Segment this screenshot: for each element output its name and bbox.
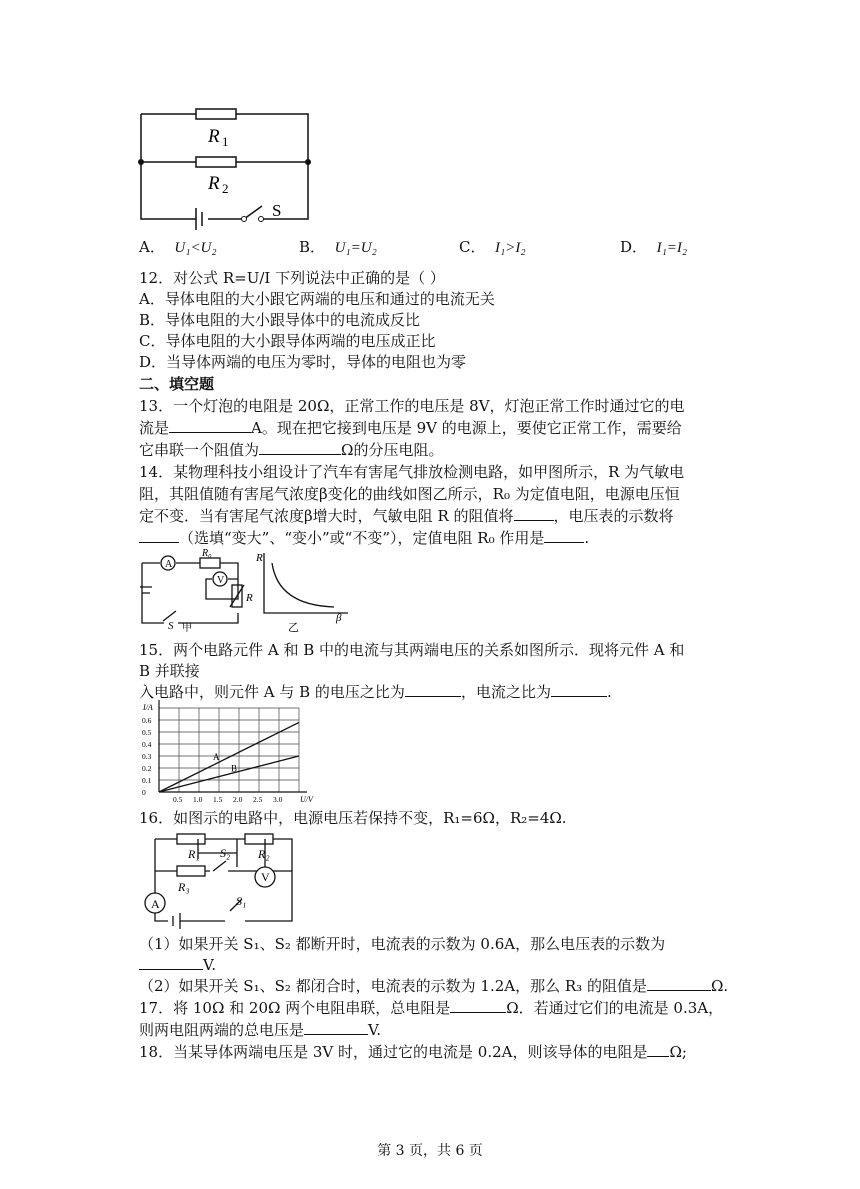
q12-stem: 12．对公式 R=U/I 下列说法中正确的是（ ） xyxy=(139,269,445,287)
x-tick-label: 2.5 xyxy=(253,795,263,804)
series-line-a xyxy=(159,722,299,792)
r-label: R xyxy=(246,592,253,604)
q14-blank2[interactable] xyxy=(139,528,179,543)
q17-line1: 17．将 10Ω 和 20Ω 两个电阻串联，总电阻是 Ω．若通过它们的电流是 0.3A， xyxy=(139,999,724,1017)
y-tick-label: 0.5 xyxy=(142,728,152,737)
x-axis-label: U/V xyxy=(300,795,313,804)
q16-stem: 16．如图示的电路中，电源电压若保持不变，R₁=6Ω，R₂=4Ω. xyxy=(139,809,567,827)
q15-line2: B 并联接 xyxy=(139,662,200,680)
q13-line1: 13．一个灯泡的电阻是 20Ω，正常工作的电压是 8V，灯泡正常工作时通过它的电 xyxy=(139,397,685,415)
q12-option-c: C．导体电阻的大小跟导体两端的电压成正比 xyxy=(139,332,436,350)
x-tick-label: 1.0 xyxy=(193,795,203,804)
y-tick-label: 0.2 xyxy=(142,764,152,773)
r2-subscript: 2 xyxy=(222,181,229,196)
voltmeter-symbol: V xyxy=(261,870,270,884)
q16-blank1[interactable] xyxy=(139,955,203,970)
r1-label: R xyxy=(208,126,220,147)
q11-option-b: B． U₁=U₂ xyxy=(299,238,377,256)
q15-line1: 15．两个电路元件 A 和 B 中的电流与其两端电压的关系如图所示．现将元件 A 和 xyxy=(139,641,685,659)
ammeter-symbol: A xyxy=(151,897,160,911)
x-tick-label: 1.5 xyxy=(213,795,223,804)
series-label-a: A xyxy=(213,752,220,763)
q14-figure xyxy=(138,549,350,633)
x-tick-label: 2.0 xyxy=(233,795,243,804)
r3-label: R₃ xyxy=(178,880,190,894)
x-axis-label: β xyxy=(336,612,342,624)
y-tick-label: 0.3 xyxy=(142,752,152,761)
q13-blank1[interactable] xyxy=(169,418,251,433)
q16-part1: （1）如果开关 S₁、S₂ 都断开时，电流表的示数为 0.6A，那么电压表的示数为 xyxy=(139,935,666,953)
r0-label: R₀ xyxy=(202,548,212,559)
voltmeter-symbol: V xyxy=(217,575,225,586)
q14-line4: （选填“变大”、“变小”或“不变”），定值电阻 R₀ 作用是 . xyxy=(139,528,589,548)
q11-option-a: A． U₁<U₂ xyxy=(139,238,217,256)
q17-blank1[interactable] xyxy=(450,998,506,1013)
q13-blank2[interactable] xyxy=(259,440,341,455)
q17-blank2[interactable] xyxy=(304,1020,368,1035)
q15-blank2[interactable] xyxy=(551,682,607,697)
q12-option-a: A．导体电阻的大小跟它两端的电压和通过的电流无关 xyxy=(139,290,495,308)
q16-part1-answer: V. xyxy=(139,955,216,975)
q12-option-b: B．导体电阻的大小跟导体中的电流成反比 xyxy=(139,311,421,329)
q12-option-d: D．当导体两端的电压为零时，导体的电阻也为零 xyxy=(139,353,467,371)
q11-option-c: C． I₁>I₂ xyxy=(459,238,526,256)
q14-line2: 阻，其阻值随有害尾气浓度β变化的曲线如图乙所示，R₀ 为定值电阻，电源电压恒 xyxy=(139,485,680,503)
q13-line2: 流是 A。现在把它接到电压是 9V 的电源上，要使它正常工作，需要给 xyxy=(139,419,682,437)
q15-blank1[interactable] xyxy=(405,682,461,697)
switch-label: S xyxy=(272,201,282,220)
y-tick-label: 0.6 xyxy=(142,716,152,725)
figure-jia-label: 甲 xyxy=(182,623,192,634)
r1-subscript: 1 xyxy=(222,134,229,149)
s1-label: S₁ xyxy=(236,894,247,908)
section-heading: 二、填空题 xyxy=(139,375,215,393)
r2-label: R xyxy=(208,173,220,194)
y-tick-label: 0.4 xyxy=(142,740,152,749)
q13-line3: 它串联一个阻值为 Ω的分压电阻。 xyxy=(139,441,444,459)
q18-blank[interactable] xyxy=(647,1042,669,1057)
ammeter-symbol: A xyxy=(165,559,173,570)
q15-line3: 入电路中，则元件 A 与 B 的电压之比为 ，电流之比为 . xyxy=(139,683,612,701)
s2-label: S₂ xyxy=(220,846,231,860)
q16-blank2[interactable] xyxy=(647,976,711,991)
q18-line: 18．当某导体两端电压是 3V 时，通过它的电流是 0.2A，则该导体的电阻是 Ω; xyxy=(139,1043,687,1061)
page-footer: 第 3 页，共 6 页 xyxy=(377,1143,483,1159)
x-tick-label: 0.5 xyxy=(173,795,183,804)
iu-chart xyxy=(139,702,313,806)
r2-label: R₂ xyxy=(258,847,270,861)
q16-circuit-diagram xyxy=(140,831,300,931)
r1-label: R₁ xyxy=(188,847,200,861)
figure-yi-label: 乙 xyxy=(288,622,299,634)
y-tick-label: 0 xyxy=(142,788,146,797)
q14-blank3[interactable] xyxy=(544,528,584,543)
y-tick-label: 0.1 xyxy=(142,776,152,785)
q17-line2: 则两电阻两端的总电压是 V. xyxy=(139,1021,381,1039)
q16-part2: （2）如果开关 S₁、S₂ 都闭合时，电流表的示数为 1.2A，那么 R₃ 的阻值是 Ω. xyxy=(139,977,729,995)
q11-circuit-diagram xyxy=(136,104,316,230)
q14-line3: 定不变．当有害尾气浓度β增大时，气敏电阻 R 的阻值将 ，电压表的示数将 xyxy=(139,507,674,525)
x-tick-label: 3.0 xyxy=(273,795,283,804)
series-label-b: B xyxy=(231,763,238,774)
series-line-b xyxy=(159,756,299,792)
q14-line1: 14．某物理科技小组设计了汽车有害尾气排放检测电路，如甲图所示，R 为气敏电 xyxy=(139,463,685,481)
q14-blank1[interactable] xyxy=(514,506,554,521)
switch-label: S xyxy=(168,620,174,632)
y-axis-label: I/A xyxy=(143,703,153,712)
q11-option-d: D． I₁=I₂ xyxy=(620,238,688,256)
y-axis-label: R xyxy=(256,552,263,564)
